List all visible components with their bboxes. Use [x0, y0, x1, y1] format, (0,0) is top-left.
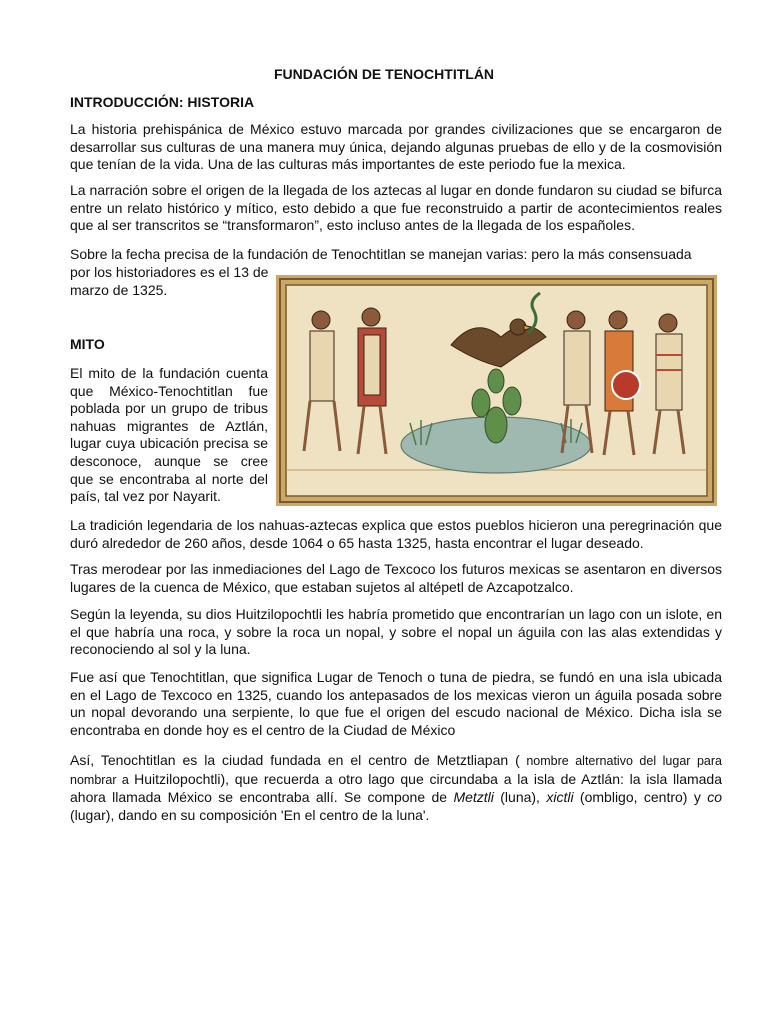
paragraph-mito-2: La tradición legendaria de los nahuas-aztecas explica que estos pueblos hicieron una peregrinación que duró alrededor de 260 años, desde 1064 o 65 hasta 1325, hasta encontrar el lugar deseado. — [70, 517, 722, 551]
paragraph-mito-1: El mito de la fundación cuenta que México-Tenochtitlan fue poblada por un grupo de tribus nahuas migrantes de Aztlán, lugar cuya ubicación precisa se desconoce, aunque se cree que se encontraba al norte del país, tal vez por Nayarit. — [70, 365, 268, 505]
paragraph-intro-2: La narración sobre el origen de la llegada de los aztecas al lugar en donde fundaron su ciudad se bifurca entre un relato histórico y mítico, esto debido a que fue reconstruido a partir de acontecimientos reales que al ser transcritos se “transformaron”, esto incluso antes de la llegada de los españoles. — [70, 182, 722, 234]
codex-illustration — [276, 275, 717, 506]
p9-text-e: (lugar), dando en su composición 'En el centro de la luna'. — [70, 806, 430, 823]
paragraph-mito-3: Tras merodear por las inmediaciones del Lago de Texcoco los futuros mexicas se asentaron en diversos lugares de la cuenca de México, que estaban sujetos al altépetl de Azcapotzalco. — [70, 561, 722, 595]
paragraph-intro-3-wrap: por los historiadores es el 13 de marzo de 1325. — [70, 264, 269, 298]
paragraph-mito-5: Fue así que Tenochtitlan, que significa Lugar de Tenoch o tuna de piedra, se fundó en una isla ubicada en el Lago de Texcoco en 1325, cuando los antepasados de los mexicas vieron un águila posada sobre un nopal devorando una serpiente, lo que fue el origen del escudo nacional de México. Dicha isla se encontraba en donde hoy es el centro de la Ciudad de México — [70, 669, 722, 738]
p9-xictli: xictli — [546, 789, 574, 806]
paragraph-intro-3-line: Sobre la fecha precisa de la fundación de Tenochtitlan se manejan varias: pero la más consensuada — [70, 246, 692, 262]
p9-text-d: (ombligo, centro) y — [573, 789, 708, 806]
paragraph-intro-1: La historia prehispánica de México estuvo marcada por grandes civilizaciones que se encargaron de desarrollar sus culturas de una manera muy única, dejando algunas pruebas de ello y de la cosmovisión que tenían de la vida. Una de las culturas más importantes de este periodo fue la mexica. — [70, 121, 722, 173]
intro-heading: INTRODUCCIÓN: HISTORIA — [70, 94, 255, 110]
p9-co: co — [707, 789, 722, 806]
p9-metztli: Metztli — [453, 789, 494, 806]
p9-small-note: nombre alternativo del lugar para nombrar a — [70, 754, 722, 787]
mito-heading: MITO — [70, 336, 105, 352]
paragraph-mito-6 — [70, 752, 722, 824]
p9-text-a: Así, Tenochtitlan es la ciudad fundada en el centro de Metztliapan ( — [70, 752, 520, 768]
p9-text-c: (luna), — [493, 789, 547, 806]
p9-text-b: Huitzilopochtli), que recuerda a otro lago que circundaba a la isla de Aztlán: la isla llamada ahora llamada México se encontraba allí. Se compone de — [70, 770, 722, 806]
paragraph-mito-4: Según la leyenda, su dios Huitzilopochtli les habría prometido que encontrarían un lago con un islote, en el que habría una roca, y sobre la roca un nopal, y sobre el nopal un águila con las alas extendidas y reconociendo al sol y la luna. — [70, 606, 722, 658]
document-title: FUNDACIÓN DE TENOCHTITLÁN — [273, 66, 495, 82]
